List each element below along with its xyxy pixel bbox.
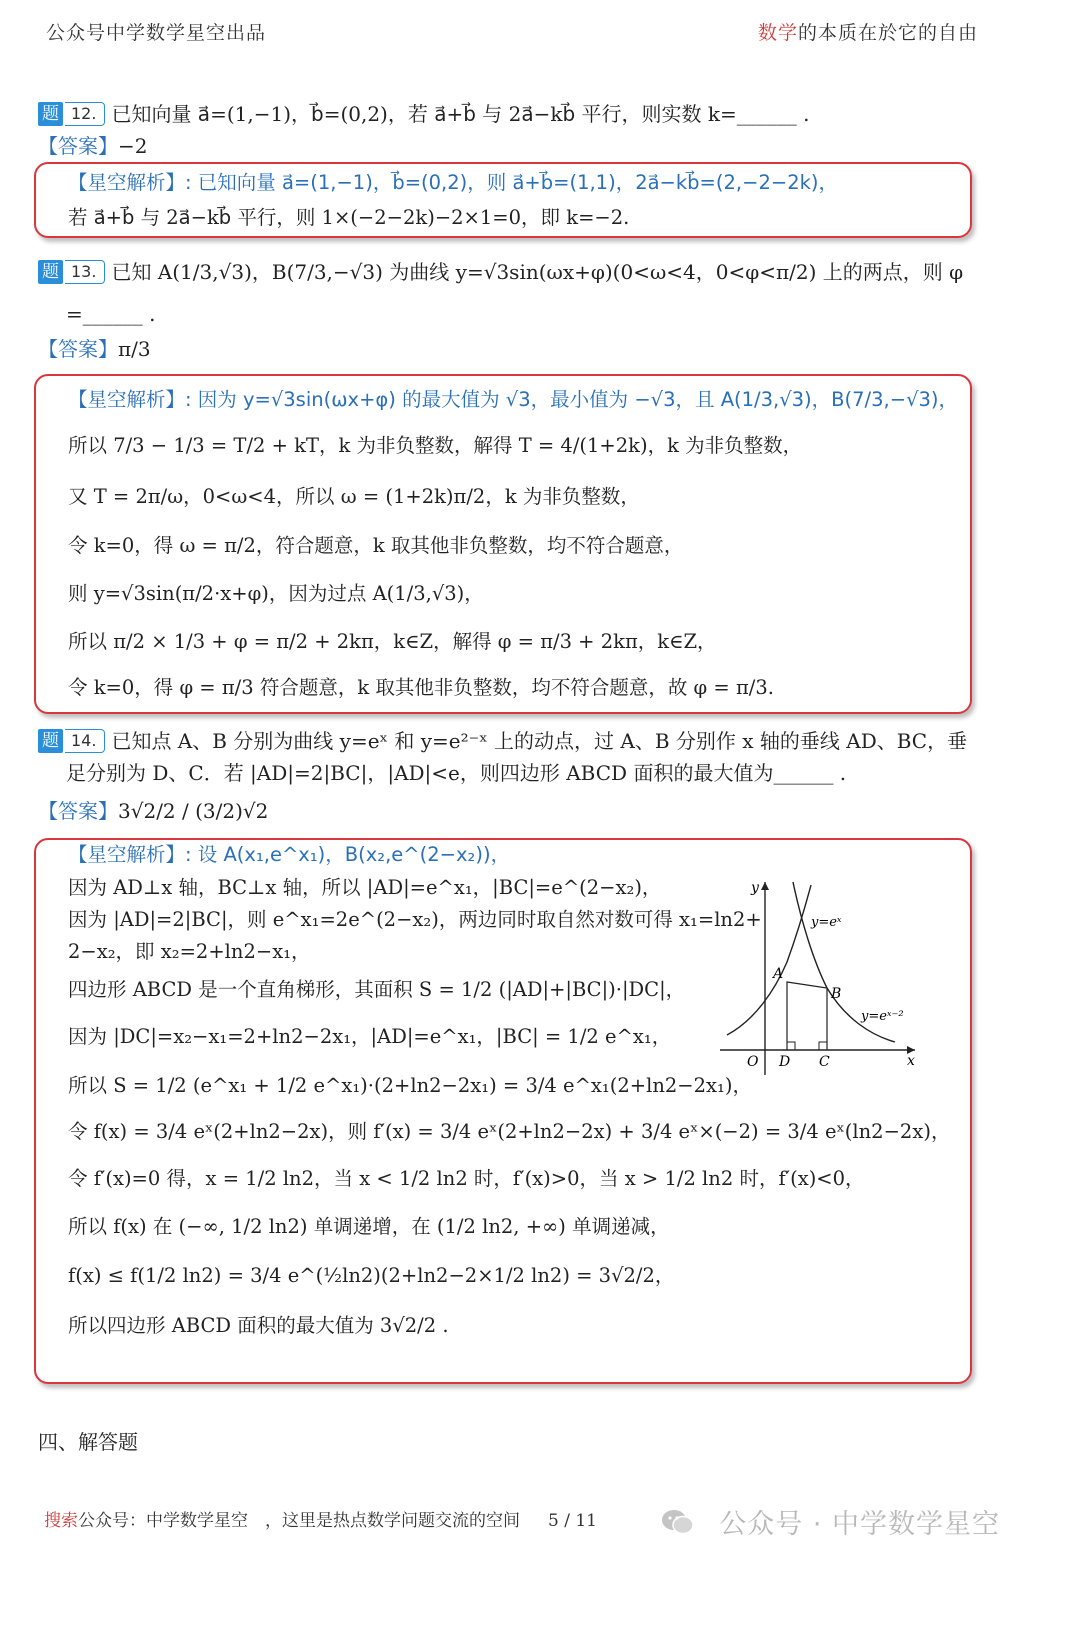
solution-line: 所以 7/3 − 1/3 = T/2 + kT，k 为非负整数，解得 T = 4/(1+2k)，k 为非负整数， xyxy=(68,434,803,457)
solution-line: 若 a⃗+b⃗ 与 2a⃗−kb⃗ 平行，则 1×(−2−2k)−2×1=0，即 k=−2. xyxy=(68,206,630,229)
question-13 xyxy=(38,256,963,288)
question-14-cont: 足分别为 D、C．若 |AD|=2|BC|，|AD|<e，则四边形 ABCD 面积的最大值为______ . xyxy=(66,761,847,785)
question-text: 已知 A(1/3,√3)，B(7/3,−√3) 为曲线 y=√3sin(ωx+φ)(0<ω<4，0<φ<π/2) 上的两点，则 φ xyxy=(111,260,964,284)
solution-line: f(x) ≤ f(1/2 ln2) = 3/4 e^(½ln2)(2+ln2−2×1/2 ln2) = 3√2/2， xyxy=(68,1264,675,1287)
solution-line: 又 T = 2π/ω，0<ω<4，所以 ω = (1+2k)π/2，k 为非负整数， xyxy=(68,485,640,508)
question-tag: 题 xyxy=(38,260,63,284)
solution-line: 所以 f(x) 在 (−∞, 1/2 ln2) 单调递增，在 (1/2 ln2, +∞) 单调递减， xyxy=(68,1215,670,1238)
solution-line: 则 y=√3sin(π/2·x+φ)，因为过点 A(1/3,√3)， xyxy=(68,582,484,605)
trapezoid-abcd xyxy=(787,982,827,1050)
answer-value: −2 xyxy=(118,134,148,158)
solution-line xyxy=(68,840,510,870)
question-12 xyxy=(38,98,810,130)
point-b-label: B xyxy=(831,986,842,1002)
answer-value: π/3 xyxy=(118,337,151,361)
curve-exp-shifted-label: y=eˣ⁻² xyxy=(861,1009,904,1024)
question-tag: 题 xyxy=(38,102,63,126)
solution-line: 所以 S = 1/2 (e^x₁ + 1/2 e^x₁)·(2+ln2−2x₁) = 3/4 e^x₁(2+ln2−2x₁)， xyxy=(68,1074,752,1097)
x-label: x xyxy=(907,1053,915,1069)
question-text: 已知点 A、B 分别为曲线 y=eˣ 和 y=e²⁻ˣ 上的动点，过 A、B 分别作 x 轴的垂线 AD、BC，垂 xyxy=(111,729,968,753)
question-text: 已知向量 a⃗=(1,−1)，b⃗=(0,2)，若 a⃗+b⃗ 与 2a⃗−kb⃗ 平行，则实数 k=______ . xyxy=(111,102,810,126)
solution-line: 因为 AD⊥x 轴，BC⊥x 轴，所以 |AD|=e^x₁，|BC|=e^(2−x₂)， xyxy=(68,876,662,899)
solution-line-text: 【星空解析】: 已知向量 a⃗=(1,−1)，b⃗=(0,2)，则 a⃗+b⃗=(1,1)，2a⃗−kb⃗=(2,−2−2k)， xyxy=(68,171,839,194)
solution-line: 令 k=0，得 ω = π/2，符合题意，k 取其他非负整数，均不符合题意， xyxy=(68,534,684,557)
solution-line-text: 【星空解析】: 设 A(x₁,e^x₁)，B(x₂,e^(2−x₂))， xyxy=(68,843,511,866)
curve-exp-label: y=eˣ xyxy=(811,915,842,930)
solution-line: 因为 |AD|=2|BC|，则 e^x₁=2e^(2−x₂)，两边同时取自然对数可得 x₁=ln2+ xyxy=(68,908,762,931)
point-c-label: C xyxy=(819,1054,830,1070)
wechat-icon xyxy=(660,1507,696,1537)
y-axis-arrow xyxy=(761,882,769,890)
solution-line: 令 k=0，得 φ = π/3 符合题意，k 取其他非负整数，均不符合题意，故 φ = π/3. xyxy=(68,676,774,699)
answer-12 xyxy=(38,131,147,161)
solution-line xyxy=(68,385,958,415)
header-motto-accent: 数学 xyxy=(757,22,798,44)
question-tag: 题 xyxy=(38,729,63,753)
origin-label: O xyxy=(747,1054,759,1070)
exp-curves-graph xyxy=(715,870,925,1080)
solution-line xyxy=(68,168,838,198)
question-number: 13. xyxy=(65,260,105,284)
section-heading: 四、解答题 xyxy=(38,1430,138,1454)
answer-label: 【答案】 xyxy=(38,337,118,361)
solution-line: 四边形 ABCD 是一个直角梯形，其面积 S = 1/2 (|AD|+|BC|)·|DC|， xyxy=(68,978,686,1001)
solution-line: 2−x₂，即 x₂=2+ln2−x₁， xyxy=(68,940,311,963)
footer-text: 公众号：中学数学星空 ，这里是热点数学问题交流的空间 xyxy=(78,1511,520,1531)
solution-line: 令 f′(x)=0 得，x = 1/2 ln2，当 x < 1/2 ln2 时，f′(x)>0，当 x > 1/2 ln2 时，f′(x)<0， xyxy=(68,1167,865,1190)
solution-line: 所以 π/2 × 1/3 + φ = π/2 + 2kπ，k∈Z，解得 φ = π/3 + 2kπ，k∈Z， xyxy=(68,630,717,653)
header-source: 公众号中学数学星空出品 xyxy=(46,22,267,44)
question-14 xyxy=(38,725,967,757)
solution-line: 所以四边形 ABCD 面积的最大值为 3√2/2 . xyxy=(68,1314,449,1337)
page-number: 5 / 11 xyxy=(548,1511,597,1531)
header-motto-rest: 的本质在於它的自由 xyxy=(797,22,978,44)
answer-value: 3√2/2 / (3/2)√2 xyxy=(118,799,269,823)
answer-14 xyxy=(38,796,268,826)
solution-line-text: 【星空解析】: 因为 y=√3sin(ωx+φ) 的最大值为 √3，最小值为 −√3，且 A(1/3,√3)，B(7/3,−√3)， xyxy=(68,388,959,411)
question-number: 14. xyxy=(65,729,105,753)
solution-line: 因为 |DC|=x₂−x₁=2+ln2−2x₁，|AD|=e^x₁，|BC| = 1/2 e^x₁， xyxy=(68,1025,672,1048)
point-d-label: D xyxy=(779,1054,791,1070)
answer-label: 【答案】 xyxy=(38,799,118,823)
watermark: 公众号 · 中学数学星空 xyxy=(719,1509,1000,1540)
y-label: y xyxy=(751,880,759,896)
footer xyxy=(44,1506,597,1531)
solution-line: 令 f(x) = 3/4 eˣ(2+ln2−2x)，则 f′(x) = 3/4 eˣ(2+ln2−2x) + 3/4 eˣ×(−2) = 3/4 eˣ(ln2−2x)， xyxy=(68,1120,951,1143)
question-number: 12. xyxy=(65,102,105,126)
header-motto xyxy=(758,18,978,45)
answer-label: 【答案】 xyxy=(38,134,118,158)
point-a-label: A xyxy=(773,966,784,982)
right-angle-d xyxy=(787,1042,795,1050)
question-13-cont: =______ . xyxy=(66,302,156,326)
footer-accent: 搜索 xyxy=(44,1511,78,1531)
right-angle-c xyxy=(819,1042,827,1050)
answer-13 xyxy=(38,334,151,364)
